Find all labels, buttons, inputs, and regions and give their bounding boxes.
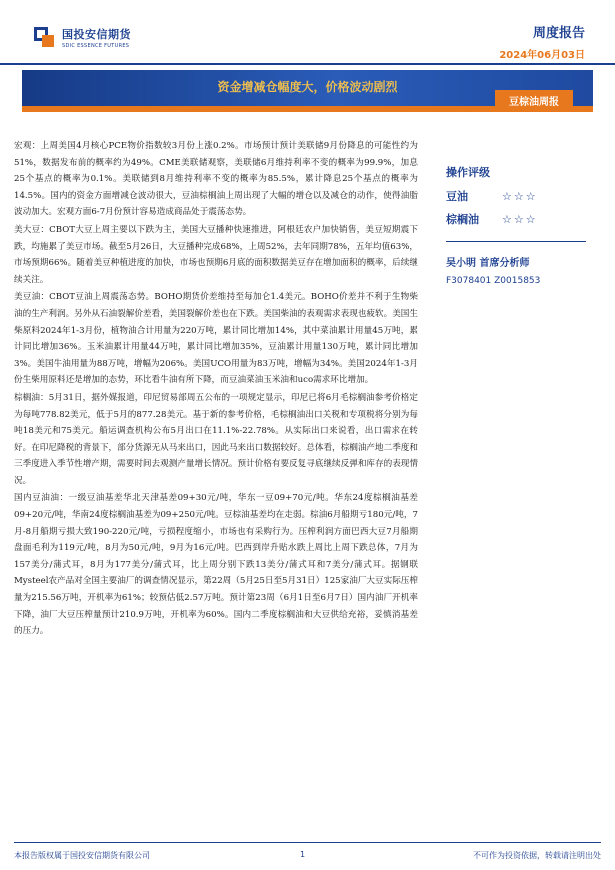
footer-copyright: 本报告版权属于国投安信期货有限公司 [14,851,150,860]
analyst-license-ids: F3078401 Z0015853 [446,276,541,286]
paragraph-domestic: 国内豆油油：一级豆油基差华北天津基差09+30元/吨，华东一豆09+70元/吨。华东24度棕榈油基差09+20元/吨，华南24度棕榈油基差为09+250元/吨。豆棕油基差均在走弱。棕油6月船期亏180元/吨，7月-8月船期亏损大致190-220元/吨，亏损程度缩小，市场也有采购行为。压榨利润方面巴西大豆7月船期盘面毛利为119元/吨，8月为50元/吨，9月为16元/吨。巴西到岸升贴水跌上周比上周下跌总体，7月为157美分/蒲式耳，8月为177美分/蒲式耳，比上周分别下跌13美分/蒲式耳和7美分/蒲式耳。据钢联Mysteel农产品对全国主要油厂的调查情况显示，第22周（5月25日至5月31日）125家油厂大豆实际压榨量为215.56万吨，开机率为61%；较预估低2.57万吨。预计第23周（6月1日至6月7日）国内油厂开机率下降，油厂大豆压榨量预计210.9万吨，开机率为60%。国内二季度棕榈油和大豆供给充裕，妥慎消基差的压力。 [14,493,418,637]
report-title: 资金增减仓幅度大，价格波动剧烈 [217,80,398,94]
report-date: 2024年06月03日 [499,50,585,61]
title-banner [22,70,593,112]
paragraph-us-soyoil: 美豆油：CBOT豆油上周震荡态势。BOHO期货价差维持至每加仑1.4美元。BOHO价差并不利于生物柴油的生产利润。另外从石油裂解价差看，美国裂解价差也在下跌。美国柴油的表观需求表现也疲软。美国生柴原料2024年1-3月份，植物油合计用量为220万吨，累计同比增加14%，其中菜油累计用量45万吨，累计同比增加36%。玉米油累计用量44万吨，累计同比增加35%，豆油累计用量130万吨，累计同比增加3%。美国牛油用量为88万吨，增幅为206%。美国UCO用量为83万吨，增幅为34%。美国2024年1-3月份生柴用原料还是增加的态势，环比看牛油有所下降，而豆油菜油玉米油和uco需求环比增加。 [14,292,418,386]
page-number: 1 [300,850,306,859]
footer-disclaimer: 不可作为投资依据，转载请注明出处 [473,851,601,860]
sidebar-divider [446,241,586,242]
star-rating-icon: ☆☆☆ [502,212,538,226]
logo-mark-icon [34,27,56,49]
star-rating-icon: ☆☆☆ [502,189,538,203]
main-text [14,138,418,641]
company-name-cn: 国投安信期货 [62,28,131,41]
header-divider [0,63,615,65]
company-name-en: SDIC ESSENCE FUTURES [62,43,130,49]
rating-name: 豆油 [446,190,468,203]
analyst-name: 吴小明 首席分析师 [446,258,530,269]
report-type: 周度报告 [532,26,585,41]
rating-row-soyoil [446,188,606,204]
paragraph-macro: 宏观：上周美国4月核心PCE物价指数较3月份上涨0.2%。市场预计预计美联储9月份降息的可能性约为51%，数据发布前的概率约为49%。CME美联储观察，美联储6月维持利率不变的概率为99.9%，加息25个基点的概率为0.1%。美联储到8月维持利率不变的概率为85.5%，累计降息25个基点的概率为14.5%。国内的资金方面增减仓波动很大，豆油棕榈油上周出现了大幅的增仓以及减仓的动作，使得油脂波动加大。宏观方面6-7月份预计容易造成商品处于震荡态势。 [14,141,418,218]
rating-row-palm-oil [446,211,606,227]
footer-divider [14,842,601,843]
company-logo [34,26,131,49]
rating-name: 棕榈油 [446,213,479,226]
rating-title: 操作评级 [446,166,490,179]
sidebar [446,164,606,286]
report-tag: 豆棕油周报 [495,90,573,111]
page-header [0,0,615,66]
paragraph-us-soybean: 美大豆：CBOT大豆上周主要以下跌为主，美国大豆播种快速推进，阿根廷农户加快销售，美豆短期震下跌，均施累了美豆市场。截至5月26日，大豆播种完成68%，上周52%，去年同期78%，五年均值63%，市场预期66%。随着美豆种植进度的加快，市场也预期6月底的面积数据美豆存在增加面积的概率，后续继续关注。 [14,224,418,285]
paragraph-palm-oil: 棕榈油：5月31日，据外媒报道，印尼贸易部周五公布的一项规定显示，印尼已将6月毛棕榈油参考价格定为每吨778.82美元，低于5月的877.28美元。基于新的参考价格，毛棕榈油出口关税和专项税将分别为每吨18美元和75美元。船运调查机构公布5月出口在11.1%-22.78%。从实际出口来说看，出口需求在转好。在印尼降税的背景下，部分货源无从马来出口，因此马来出口数据较好。总体看，棕榈油产地二季度和三季度进入季节性增产期，需要时间去观测产量增长情况。预计价格有要反复寻底继续反弹和库存的表现情况。 [14,392,418,486]
